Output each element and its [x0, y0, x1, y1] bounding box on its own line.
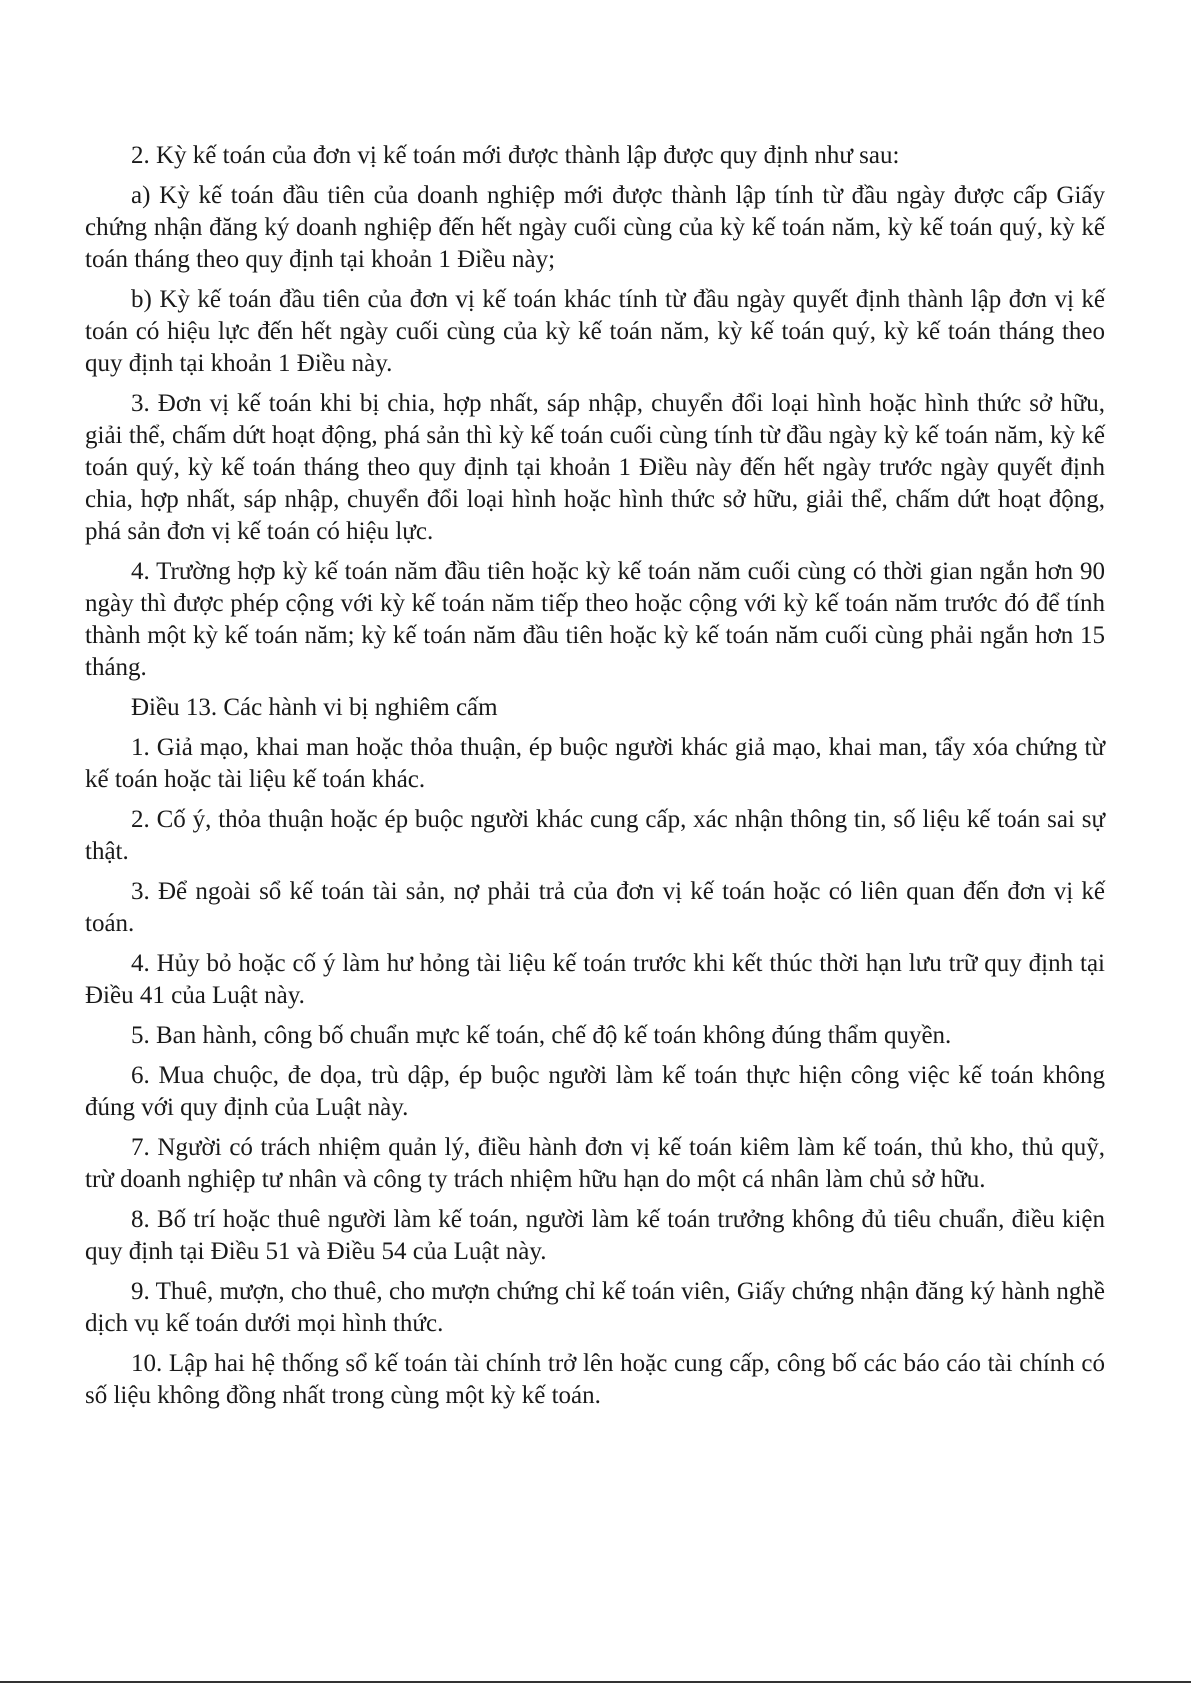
article-13-heading: Điều 13. Các hành vi bị nghiêm cấm: [131, 694, 498, 721]
article-13-item-9: 9. Thuê, mượn, cho thuê, cho mượn chứng chỉ kế toán viên, Giấy chứng nhận đăng ký hành nghề dịch vụ kế toán dưới mọi hình thức.: [85, 1278, 1105, 1337]
paragraph-2: 2. Kỳ kế toán của đơn vị kế toán mới được thành lập được quy định như sau:: [131, 142, 900, 169]
paragraph-2b: b) Kỳ kế toán đầu tiên của đơn vị kế toán khác tính từ đầu ngày quyết định thành lập đơn vị kế toán có hiệu lực đến hết ngày cuối cùng của kỳ kế toán năm, kỳ kế toán quý, kỳ kế toán tháng theo quy định tại khoản 1 Điều này.: [85, 286, 1105, 377]
paragraph-4: 4. Trường hợp kỳ kế toán năm đầu tiên hoặc kỳ kế toán năm cuối cùng có thời gian ngắn hơn 90 ngày thì được phép cộng với kỳ kế toán năm tiếp theo hoặc cộng với kỳ kế toán năm trước đó để tính thành một kỳ kế toán năm; kỳ kế toán năm đầu tiên hoặc kỳ kế toán năm cuối cùng phải ngắn hơn 15 tháng.: [85, 558, 1105, 681]
article-13-item-10: 10. Lập hai hệ thống sổ kế toán tài chính trở lên hoặc cung cấp, công bố các báo cáo tài chính có số liệu không đồng nhất trong cùng một kỳ kế toán.: [85, 1350, 1105, 1409]
article-13-item-4: 4. Hủy bỏ hoặc cố ý làm hư hỏng tài liệu kế toán trước khi kết thúc thời hạn lưu trữ quy định tại Điều 41 của Luật này.: [85, 950, 1105, 1009]
paragraph-3: 3. Đơn vị kế toán khi bị chia, hợp nhất, sáp nhập, chuyển đổi loại hình hoặc hình thức sở hữu, giải thể, chấm dứt hoạt động, phá sản thì kỳ kế toán cuối cùng tính từ đầu ngày kỳ kế toán năm, kỳ kế toán quý, kỳ kế toán tháng theo quy định tại khoản 1 Điều này đến hết ngày trước ngày quyết định chia, hợp nhất, sáp nhập, chuyển đổi loại hình hoặc hình thức sở hữu, giải thể, chấm dứt hoạt động, phá sản đơn vị kế toán có hiệu lực.: [85, 390, 1105, 545]
article-13-item-7: 7. Người có trách nhiệm quản lý, điều hành đơn vị kế toán kiêm làm kế toán, thủ kho, thủ quỹ, trừ doanh nghiệp tư nhân và công ty trách nhiệm hữu hạn do một cá nhân làm chủ sở hữu.: [85, 1134, 1105, 1193]
paragraph-2a: a) Kỳ kế toán đầu tiên của doanh nghiệp mới được thành lập tính từ đầu ngày được cấp Giấy chứng nhận đăng ký doanh nghiệp đến hết ngày cuối cùng của kỳ kế toán năm, kỳ kế toán quý, kỳ kế toán tháng theo quy định tại khoản 1 Điều này;: [85, 182, 1105, 273]
page-bottom-divider: [0, 1681, 1191, 1683]
article-13-item-5: 5. Ban hành, công bố chuẩn mực kế toán, chế độ kế toán không đúng thẩm quyền.: [131, 1022, 952, 1049]
article-13-item-2: 2. Cố ý, thỏa thuận hoặc ép buộc người khác cung cấp, xác nhận thông tin, số liệu kế toán sai sự thật.: [85, 806, 1105, 865]
article-13-item-3: 3. Để ngoài sổ kế toán tài sản, nợ phải trả của đơn vị kế toán hoặc có liên quan đến đơn vị kế toán.: [85, 878, 1105, 937]
article-13-item-8: 8. Bố trí hoặc thuê người làm kế toán, người làm kế toán trưởng không đủ tiêu chuẩn, điều kiện quy định tại Điều 51 và Điều 54 của Luật này.: [85, 1206, 1105, 1265]
article-13-item-6: 6. Mua chuộc, đe dọa, trù dập, ép buộc người làm kế toán thực hiện công việc kế toán không đúng với quy định của Luật này.: [85, 1062, 1105, 1121]
article-13-item-1: 1. Giả mạo, khai man hoặc thỏa thuận, ép buộc người khác giả mạo, khai man, tẩy xóa chứng từ kế toán hoặc tài liệu kế toán khác.: [85, 734, 1105, 793]
document-page: [85, 140, 1105, 1420]
